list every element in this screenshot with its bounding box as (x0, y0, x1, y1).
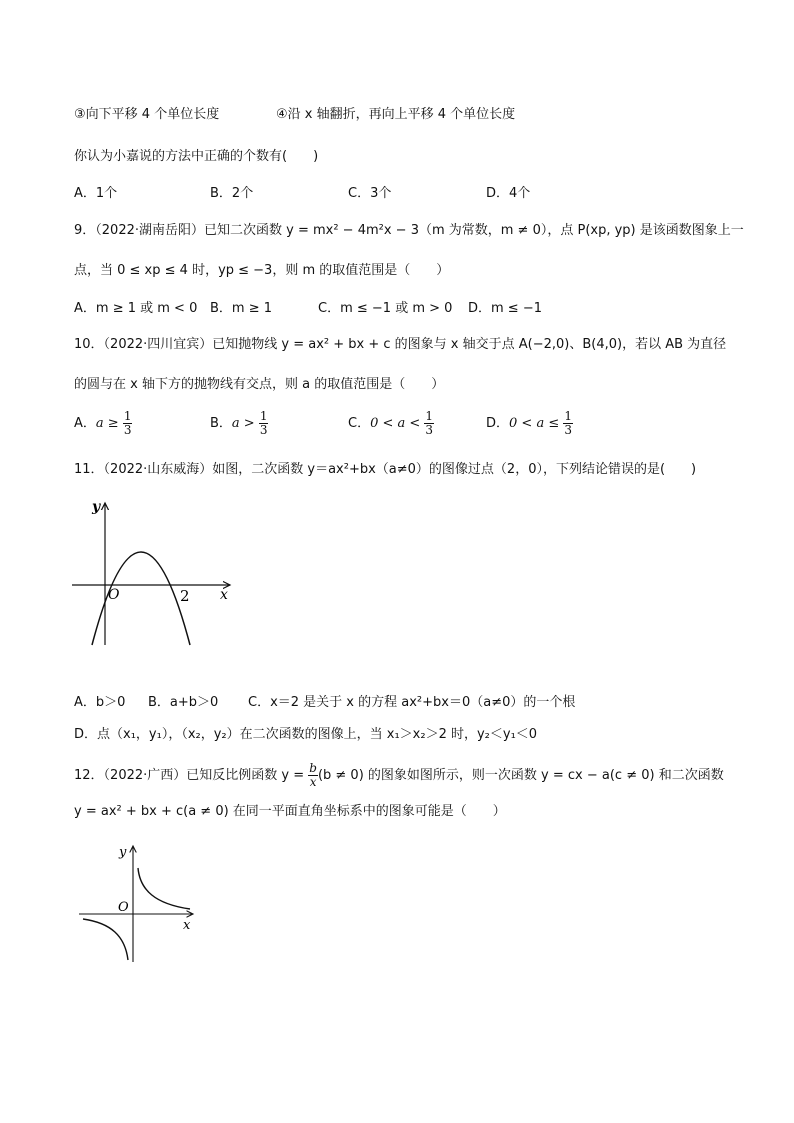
y-axis-label: y (119, 845, 127, 860)
q12-hyperbola-graph (75, 842, 205, 967)
hyperbola-branch-q3 (83, 919, 128, 960)
q10-choice-c: C．0 < a < $\frac{1}{3}$ (348, 409, 434, 437)
q11-parabola-graph (70, 495, 240, 655)
q12-stem-line2: y = ax² + bx + c(a ≠ 0) 在同一平面直角坐标系中的图象可能是（ ） (74, 804, 506, 819)
fraction-one-third: $\frac{1}{3}$ (564, 409, 572, 437)
q9-stem-line2: 点，当 0 ≤ xp ≤ 4 时，yp ≤ −3，则 m 的取值范围是（ ） (74, 263, 450, 278)
q9-choice-b: B．m ≥ 1 (210, 301, 273, 316)
q11-choice-c: C．x＝2 是关于 x 的方程 ax²+bx＝0（a≠0）的一个根 (248, 695, 576, 710)
q8-choice-c: C．3个 (348, 186, 392, 201)
q10-choice-b: B．a > $\frac{1}{3}$ (210, 409, 268, 437)
q9-stem-line1: 9．（2022·湖南岳阳）已知二次函数 y = mx² − 4m²x − 3（m 为常数，m ≠ 0），点 P(xp, yp) 是该函数图象上一 (74, 223, 744, 238)
q8-option-4: ④沿 x 轴翻折，再向上平移 4 个单位长度 (276, 107, 516, 122)
q8-choice-d: D．4个 (486, 186, 531, 201)
q12-stem-line1: 12．（2022·广西）已知反比例函数 y = $\frac{b}{x}$ (b ≠ 0) 的图象如图所示，则一次函数 y = cx − a(c ≠ 0) 和二次函数 (74, 761, 724, 789)
q10-choice-d: D．0 < a ≤ $\frac{1}{3}$ (486, 409, 572, 437)
fraction-one-third: $\frac{1}{3}$ (259, 409, 268, 437)
q9-choice-a: A．m ≥ 1 或 m < 0 (74, 301, 198, 316)
q10-stem-line2: 的圆与在 x 轴下方的抛物线有交点，则 a 的取值范围是（ ） (74, 377, 445, 392)
origin-label: O (118, 900, 129, 915)
fraction-b-over-x: $\frac{b}{x}$ (309, 761, 317, 789)
origin-label: O (108, 587, 120, 603)
fraction-one-third: $\frac{1}{3}$ (123, 409, 132, 437)
q8-question: 你认为小嘉说的方法中正确的个数有( ) (74, 149, 319, 164)
q11-choice-b: B．a+b＞0 (148, 695, 219, 710)
hyperbola-branch-q1 (138, 868, 190, 909)
q11-choice-d: D．点（x₁，y₁），（x₂，y₂）在二次函数的图像上，当 x₁＞x₂＞2 时，y₂＜y₁＜0 (74, 727, 538, 742)
q8-choice-a: A．1个 (74, 186, 118, 201)
parabola-curve (92, 552, 190, 645)
fraction-one-third: $\frac{1}{3}$ (425, 409, 434, 437)
q8-choice-b: B．2个 (210, 186, 254, 201)
q9-choice-c: C．m ≤ −1 或 m > 0 (318, 301, 453, 316)
x-axis-label: x (183, 918, 191, 933)
q10-stem-line1: 10．（2022·四川宜宾）已知抛物线 y = ax² + bx + c 的图象与 x 轴交于点 A(−2,0)、B(4,0)，若以 AB 为直径 (74, 337, 727, 352)
q11-choice-a: A．b＞0 (74, 695, 126, 710)
q8-option-3: ③向下平移 4 个单位长度 (74, 107, 220, 122)
q11-stem: 11．（2022·山东威海）如图，二次函数 y＝ax²+bx（a≠0）的图像过点（2，0），下列结论错误的是( ) (74, 462, 697, 477)
x-axis-label: x (220, 587, 228, 603)
q10-choice-a: A．a ≥ $\frac{1}{3}$ (74, 409, 132, 437)
y-axis-label: y (92, 499, 101, 515)
tick-label-2: 2 (180, 587, 190, 605)
q9-choice-d: D．m ≤ −1 (468, 301, 542, 316)
